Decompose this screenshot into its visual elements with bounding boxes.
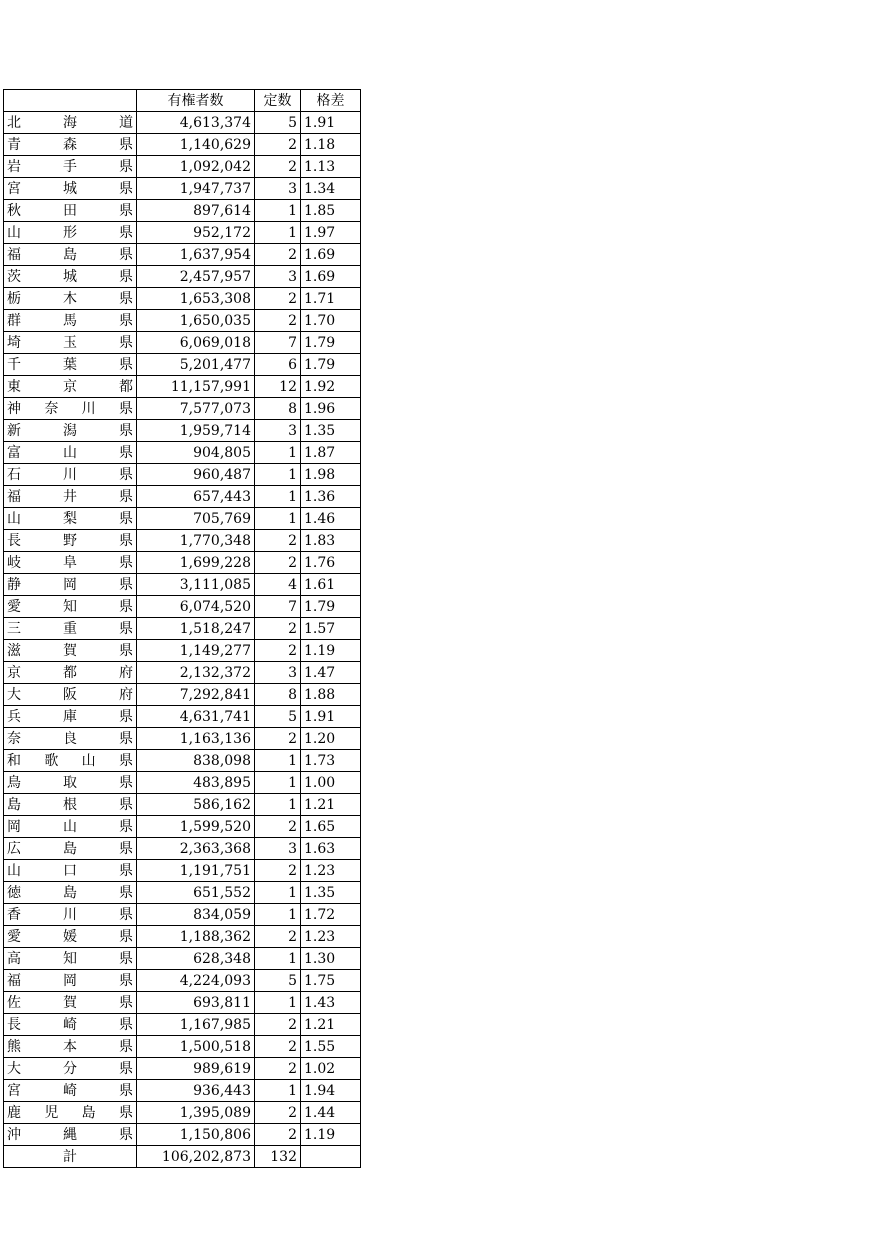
disparity-ratio: 1.55	[301, 1036, 361, 1058]
disparity-ratio: 1.46	[301, 508, 361, 530]
disparity-ratio: 1.34	[301, 178, 361, 200]
voter-count: 11,157,991	[137, 376, 255, 398]
voter-count: 657,443	[137, 486, 255, 508]
prefecture-name-spaced: 愛 知 県	[7, 598, 133, 615]
table-row	[4, 530, 361, 552]
disparity-ratio: 1.30	[301, 948, 361, 970]
prefecture-name	[4, 904, 137, 926]
seat-count: 2	[255, 288, 301, 310]
prefecture-name	[4, 772, 137, 794]
prefecture-name	[4, 1124, 137, 1146]
voter-count: 483,895	[137, 772, 255, 794]
seat-count: 2	[255, 552, 301, 574]
prefecture-name-spaced: 島 根 県	[7, 796, 133, 813]
prefecture-name	[4, 288, 137, 310]
disparity-ratio: 1.70	[301, 310, 361, 332]
prefecture-name-spaced: 埼 玉 県	[7, 334, 133, 351]
disparity-ratio: 1.72	[301, 904, 361, 926]
prefecture-name	[4, 200, 137, 222]
disparity-ratio: 1.44	[301, 1102, 361, 1124]
header-row	[4, 90, 361, 112]
table-row	[4, 816, 361, 838]
prefecture-name-spaced: 岩 手 県	[7, 158, 133, 175]
disparity-ratio: 1.18	[301, 134, 361, 156]
disparity-ratio: 1.87	[301, 442, 361, 464]
prefecture-name-spaced: 新 潟 県	[7, 422, 133, 439]
disparity-ratio: 1.94	[301, 1080, 361, 1102]
disparity-ratio: 1.13	[301, 156, 361, 178]
voter-count: 7,577,073	[137, 398, 255, 420]
prefecture-name-spaced: 徳 島 県	[7, 884, 133, 901]
voter-count: 904,805	[137, 442, 255, 464]
prefecture-name-spaced: 鳥 取 県	[7, 774, 133, 791]
total-voters: 106,202,873	[137, 1146, 255, 1168]
prefecture-name	[4, 266, 137, 288]
prefecture-name	[4, 618, 137, 640]
table-row	[4, 222, 361, 244]
prefecture-name-spaced: 神 奈 川 県	[7, 400, 133, 417]
prefecture-name	[4, 662, 137, 684]
table-row	[4, 1014, 361, 1036]
seat-count: 2	[255, 244, 301, 266]
disparity-ratio: 1.43	[301, 992, 361, 1014]
total-ratio	[301, 1146, 361, 1168]
seat-count: 3	[255, 266, 301, 288]
prefecture-name	[4, 178, 137, 200]
prefecture-name	[4, 640, 137, 662]
seat-count: 1	[255, 992, 301, 1014]
seat-count: 2	[255, 1014, 301, 1036]
prefecture-name-spaced: 福 岡 県	[7, 972, 133, 989]
seat-count: 1	[255, 464, 301, 486]
seat-count: 1	[255, 508, 301, 530]
seat-count: 2	[255, 1124, 301, 1146]
prefecture-name	[4, 376, 137, 398]
seat-count: 5	[255, 112, 301, 134]
prefecture-name	[4, 794, 137, 816]
prefecture-name-spaced: 広 島 県	[7, 840, 133, 857]
voter-count: 705,769	[137, 508, 255, 530]
seat-count: 2	[255, 530, 301, 552]
prefecture-name	[4, 310, 137, 332]
prefecture-name-spaced: 福 井 県	[7, 488, 133, 505]
table-row	[4, 1058, 361, 1080]
seat-count: 5	[255, 706, 301, 728]
prefecture-name	[4, 222, 137, 244]
voter-count: 651,552	[137, 882, 255, 904]
total-seats: 132	[255, 1146, 301, 1168]
disparity-ratio: 1.91	[301, 706, 361, 728]
seat-count: 2	[255, 1036, 301, 1058]
disparity-ratio: 1.73	[301, 750, 361, 772]
prefecture-name-spaced: 高 知 県	[7, 950, 133, 967]
seat-count: 2	[255, 618, 301, 640]
prefecture-name-spaced: 富 山 県	[7, 444, 133, 461]
prefecture-name-spaced: 千 葉 県	[7, 356, 133, 373]
table-row	[4, 706, 361, 728]
disparity-ratio: 1.98	[301, 464, 361, 486]
voter-count: 586,162	[137, 794, 255, 816]
prefecture-name-spaced: 佐 賀 県	[7, 994, 133, 1011]
disparity-ratio: 1.35	[301, 420, 361, 442]
voter-count: 5,201,477	[137, 354, 255, 376]
prefecture-name-spaced: 大 阪 府	[7, 686, 133, 703]
seat-count: 1	[255, 442, 301, 464]
disparity-ratio: 1.19	[301, 1124, 361, 1146]
prefecture-name-spaced: 静 岡 県	[7, 576, 133, 593]
voter-count: 6,069,018	[137, 332, 255, 354]
table-row	[4, 354, 361, 376]
prefecture-name	[4, 816, 137, 838]
table-body	[4, 90, 361, 1168]
seat-count: 1	[255, 750, 301, 772]
seat-count: 1	[255, 794, 301, 816]
prefecture-name	[4, 596, 137, 618]
prefecture-name	[4, 552, 137, 574]
prefecture-name-spaced: 熊 本 県	[7, 1038, 133, 1055]
disparity-ratio: 1.83	[301, 530, 361, 552]
disparity-ratio: 1.79	[301, 332, 361, 354]
prefecture-name-spaced: 滋 賀 県	[7, 642, 133, 659]
disparity-ratio: 1.65	[301, 816, 361, 838]
seat-count: 1	[255, 1080, 301, 1102]
seat-count: 2	[255, 926, 301, 948]
disparity-ratio: 1.36	[301, 486, 361, 508]
prefecture-name-spaced: 鹿 児 島 県	[7, 1104, 133, 1121]
voters-table	[3, 89, 361, 1168]
seat-count: 1	[255, 486, 301, 508]
seat-count: 3	[255, 838, 301, 860]
prefecture-name	[4, 1080, 137, 1102]
seat-count: 6	[255, 354, 301, 376]
seat-count: 8	[255, 684, 301, 706]
disparity-ratio: 1.61	[301, 574, 361, 596]
table-row	[4, 332, 361, 354]
prefecture-name	[4, 486, 137, 508]
seat-count: 3	[255, 178, 301, 200]
prefecture-name	[4, 1102, 137, 1124]
seat-count: 2	[255, 816, 301, 838]
prefecture-name-spaced: 福 島 県	[7, 246, 133, 263]
voter-count: 3,111,085	[137, 574, 255, 596]
seat-count: 4	[255, 574, 301, 596]
seat-count: 2	[255, 134, 301, 156]
seat-count: 5	[255, 970, 301, 992]
table-row	[4, 134, 361, 156]
disparity-ratio: 1.20	[301, 728, 361, 750]
table-row	[4, 574, 361, 596]
table-row	[4, 1080, 361, 1102]
prefecture-name	[4, 1014, 137, 1036]
disparity-ratio: 1.75	[301, 970, 361, 992]
voter-count: 1,699,228	[137, 552, 255, 574]
table-row	[4, 618, 361, 640]
disparity-ratio: 1.19	[301, 640, 361, 662]
prefecture-name-spaced: 岐 阜 県	[7, 554, 133, 571]
table-row	[4, 882, 361, 904]
prefecture-name	[4, 992, 137, 1014]
disparity-ratio: 1.69	[301, 244, 361, 266]
prefecture-name-spaced: 北 海 道	[7, 114, 133, 131]
voter-count: 1,188,362	[137, 926, 255, 948]
disparity-ratio: 1.76	[301, 552, 361, 574]
prefecture-name	[4, 574, 137, 596]
voter-count: 897,614	[137, 200, 255, 222]
prefecture-name-spaced: 長 崎 県	[7, 1016, 133, 1033]
table-row	[4, 288, 361, 310]
disparity-ratio: 1.79	[301, 596, 361, 618]
prefecture-name	[4, 530, 137, 552]
voter-count: 960,487	[137, 464, 255, 486]
disparity-ratio: 1.85	[301, 200, 361, 222]
prefecture-name-spaced: 大 分 県	[7, 1060, 133, 1077]
table-row	[4, 970, 361, 992]
header-seats: 定数	[255, 90, 301, 112]
table-row	[4, 310, 361, 332]
table-row	[4, 596, 361, 618]
table-row	[4, 112, 361, 134]
disparity-ratio: 1.23	[301, 926, 361, 948]
prefecture-name-spaced: 三 重 県	[7, 620, 133, 637]
voter-count: 1,959,714	[137, 420, 255, 442]
seat-count: 2	[255, 640, 301, 662]
seat-count: 1	[255, 222, 301, 244]
voter-count: 2,457,957	[137, 266, 255, 288]
voter-count: 1,518,247	[137, 618, 255, 640]
voter-count: 1,395,089	[137, 1102, 255, 1124]
voter-count: 2,363,368	[137, 838, 255, 860]
prefecture-name-spaced: 青 森 県	[7, 136, 133, 153]
table-row	[4, 178, 361, 200]
seat-count: 1	[255, 882, 301, 904]
table-row	[4, 640, 361, 662]
disparity-ratio: 1.79	[301, 354, 361, 376]
prefecture-name	[4, 1036, 137, 1058]
prefecture-name	[4, 838, 137, 860]
voter-count: 1,947,737	[137, 178, 255, 200]
disparity-ratio: 1.47	[301, 662, 361, 684]
prefecture-name	[4, 1058, 137, 1080]
prefecture-name	[4, 882, 137, 904]
prefecture-name-spaced: 京 都 府	[7, 664, 133, 681]
prefecture-name-spaced: 石 川 県	[7, 466, 133, 483]
prefecture-name-spaced: 和 歌 山 県	[7, 752, 133, 769]
seat-count: 2	[255, 156, 301, 178]
header-blank	[4, 90, 137, 112]
prefecture-name-spaced: 岡 山 県	[7, 818, 133, 835]
prefecture-name	[4, 134, 137, 156]
table-row	[4, 464, 361, 486]
table-row	[4, 486, 361, 508]
voter-count: 834,059	[137, 904, 255, 926]
voter-count: 1,092,042	[137, 156, 255, 178]
prefecture-name-spaced: 東 京 都	[7, 378, 133, 395]
voter-count: 1,599,520	[137, 816, 255, 838]
seat-count: 7	[255, 332, 301, 354]
disparity-ratio: 1.21	[301, 794, 361, 816]
voter-count: 952,172	[137, 222, 255, 244]
total-row	[4, 1146, 361, 1168]
table-row	[4, 266, 361, 288]
voter-count: 1,150,806	[137, 1124, 255, 1146]
voter-count: 838,098	[137, 750, 255, 772]
table-row	[4, 1124, 361, 1146]
table-row	[4, 376, 361, 398]
voter-count: 1,637,954	[137, 244, 255, 266]
seat-count: 2	[255, 1102, 301, 1124]
prefecture-name-spaced: 秋 田 県	[7, 202, 133, 219]
disparity-ratio: 1.96	[301, 398, 361, 420]
table-row	[4, 1036, 361, 1058]
prefecture-name-spaced: 群 馬 県	[7, 312, 133, 329]
prefecture-name	[4, 508, 137, 530]
table-row	[4, 552, 361, 574]
seat-count: 3	[255, 420, 301, 442]
prefecture-name	[4, 398, 137, 420]
prefecture-name	[4, 354, 137, 376]
table-row	[4, 420, 361, 442]
voter-count: 1,653,308	[137, 288, 255, 310]
table-row	[4, 860, 361, 882]
seat-count: 3	[255, 662, 301, 684]
table-row	[4, 398, 361, 420]
total-label: 計	[4, 1146, 137, 1168]
prefecture-name	[4, 420, 137, 442]
disparity-ratio: 1.35	[301, 882, 361, 904]
disparity-ratio: 1.97	[301, 222, 361, 244]
prefecture-name-spaced: 愛 媛 県	[7, 928, 133, 945]
header-ratio: 格差	[301, 90, 361, 112]
disparity-ratio: 1.21	[301, 1014, 361, 1036]
seat-count: 1	[255, 200, 301, 222]
disparity-ratio: 1.63	[301, 838, 361, 860]
table-row	[4, 772, 361, 794]
prefecture-name	[4, 948, 137, 970]
voter-count: 2,132,372	[137, 662, 255, 684]
voter-count: 6,074,520	[137, 596, 255, 618]
table-row	[4, 508, 361, 530]
prefecture-name-spaced: 茨 城 県	[7, 268, 133, 285]
voter-count: 693,811	[137, 992, 255, 1014]
voter-count: 4,631,741	[137, 706, 255, 728]
voter-count: 4,224,093	[137, 970, 255, 992]
seat-count: 2	[255, 728, 301, 750]
table-row	[4, 200, 361, 222]
prefecture-name	[4, 860, 137, 882]
prefecture-name-spaced: 山 口 県	[7, 862, 133, 879]
prefecture-name	[4, 728, 137, 750]
voter-count: 1,650,035	[137, 310, 255, 332]
table-row	[4, 684, 361, 706]
disparity-ratio: 1.88	[301, 684, 361, 706]
table-row	[4, 794, 361, 816]
voter-count: 989,619	[137, 1058, 255, 1080]
table-row	[4, 948, 361, 970]
disparity-ratio: 1.57	[301, 618, 361, 640]
disparity-ratio: 1.00	[301, 772, 361, 794]
voter-count: 628,348	[137, 948, 255, 970]
seat-count: 8	[255, 398, 301, 420]
voter-count: 1,140,629	[137, 134, 255, 156]
table-row	[4, 750, 361, 772]
prefecture-name	[4, 112, 137, 134]
table-row	[4, 156, 361, 178]
prefecture-name-spaced: 山 形 県	[7, 224, 133, 241]
prefecture-name	[4, 244, 137, 266]
prefecture-name-spaced: 沖 縄 県	[7, 1126, 133, 1143]
disparity-ratio: 1.92	[301, 376, 361, 398]
seat-count: 2	[255, 310, 301, 332]
table-row	[4, 926, 361, 948]
disparity-ratio: 1.91	[301, 112, 361, 134]
prefecture-name	[4, 156, 137, 178]
prefecture-name	[4, 684, 137, 706]
table-row	[4, 442, 361, 464]
prefecture-name	[4, 970, 137, 992]
voter-count: 1,163,136	[137, 728, 255, 750]
voter-count: 936,443	[137, 1080, 255, 1102]
disparity-ratio: 1.02	[301, 1058, 361, 1080]
table-row	[4, 992, 361, 1014]
prefecture-name-spaced: 奈 良 県	[7, 730, 133, 747]
prefecture-name	[4, 332, 137, 354]
table-row	[4, 1102, 361, 1124]
table-row	[4, 728, 361, 750]
prefecture-name-spaced: 山 梨 県	[7, 510, 133, 527]
prefecture-name-spaced: 長 野 県	[7, 532, 133, 549]
seat-count: 1	[255, 948, 301, 970]
table-row	[4, 662, 361, 684]
table-row	[4, 838, 361, 860]
voter-count: 1,149,277	[137, 640, 255, 662]
table-row	[4, 904, 361, 926]
prefecture-name	[4, 706, 137, 728]
seat-count: 1	[255, 772, 301, 794]
prefecture-name-spaced: 兵 庫 県	[7, 708, 133, 725]
seat-count: 2	[255, 1058, 301, 1080]
seat-count: 2	[255, 860, 301, 882]
prefecture-name	[4, 464, 137, 486]
table-row	[4, 244, 361, 266]
prefecture-name-spaced: 香 川 県	[7, 906, 133, 923]
prefecture-name	[4, 442, 137, 464]
seat-count: 7	[255, 596, 301, 618]
prefecture-name	[4, 750, 137, 772]
disparity-ratio: 1.69	[301, 266, 361, 288]
disparity-ratio: 1.23	[301, 860, 361, 882]
prefecture-name-spaced: 宮 崎 県	[7, 1082, 133, 1099]
prefecture-name	[4, 926, 137, 948]
prefecture-name-spaced: 宮 城 県	[7, 180, 133, 197]
seat-count: 12	[255, 376, 301, 398]
seat-count: 1	[255, 904, 301, 926]
header-voters: 有権者数	[137, 90, 255, 112]
voter-count: 7,292,841	[137, 684, 255, 706]
disparity-ratio: 1.71	[301, 288, 361, 310]
voter-count: 4,613,374	[137, 112, 255, 134]
voter-count: 1,167,985	[137, 1014, 255, 1036]
voter-count: 1,191,751	[137, 860, 255, 882]
voter-count: 1,500,518	[137, 1036, 255, 1058]
voter-count: 1,770,348	[137, 530, 255, 552]
prefecture-name-spaced: 栃 木 県	[7, 290, 133, 307]
